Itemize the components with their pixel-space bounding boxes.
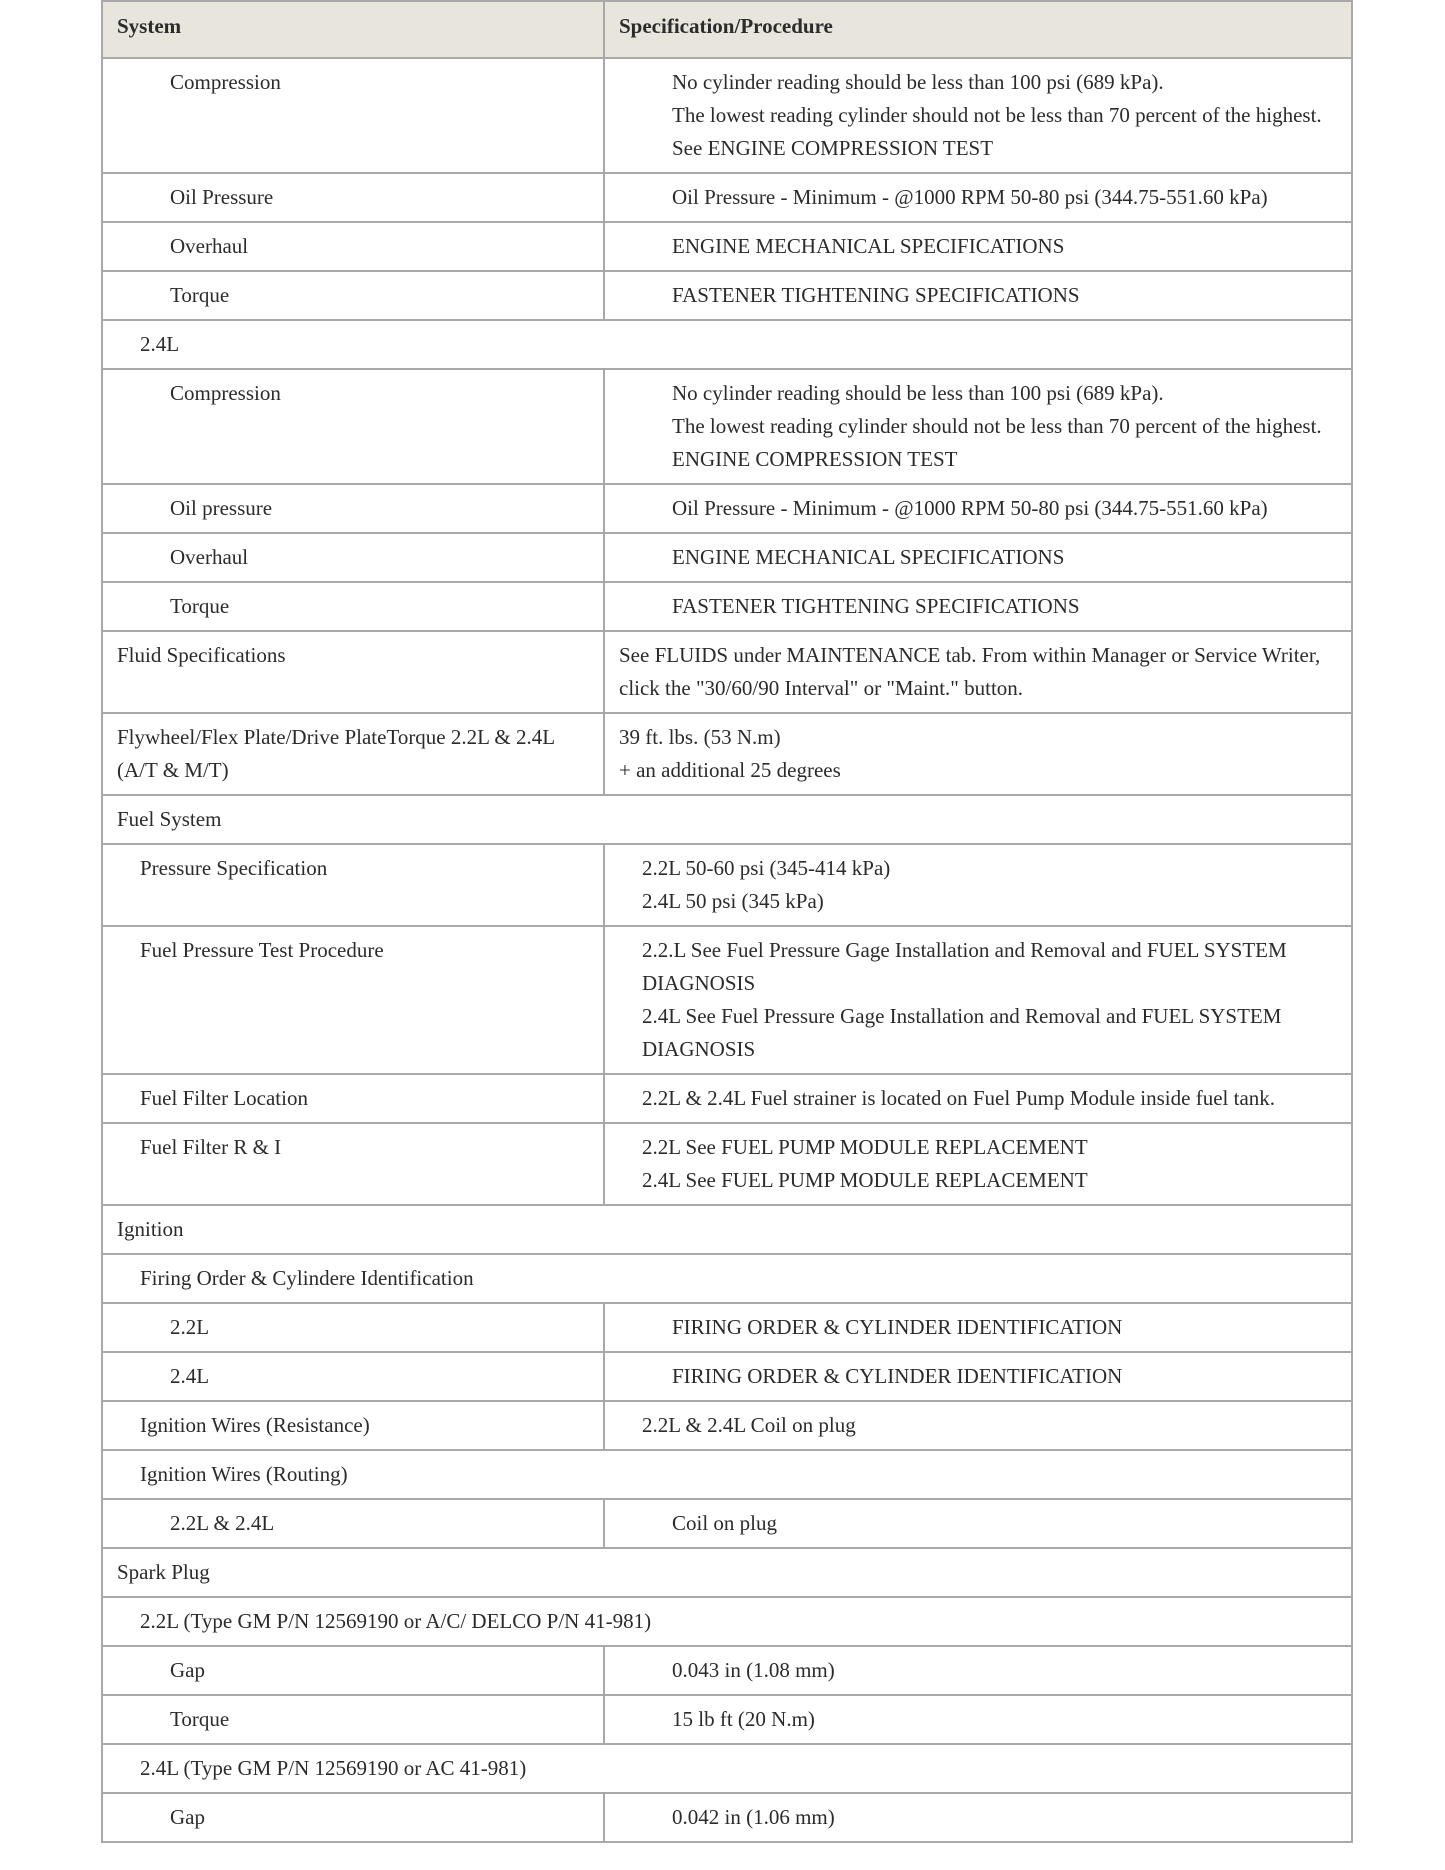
system-cell: Compression [102, 369, 604, 484]
specification-line: 2.2L & 2.4L Coil on plug [642, 1413, 856, 1437]
specification-cell [604, 844, 1352, 926]
specification-cell [604, 1074, 1352, 1123]
section-heading: Ignition Wires (Routing) [102, 1450, 1352, 1499]
specification-line: No cylinder reading should be less than 100 psi (689 kPa). [672, 381, 1164, 405]
table-row [102, 1499, 1352, 1548]
system-cell: Overhaul [102, 222, 604, 271]
specification-cell [604, 582, 1352, 631]
table-row [102, 369, 1352, 484]
specification-line: 2.2L See FUEL PUMP MODULE REPLACEMENT [642, 1135, 1088, 1159]
specification-line: + an additional 25 degrees [619, 758, 841, 782]
table-row [102, 1352, 1352, 1401]
section-row [102, 795, 1352, 844]
section-heading: 2.2L (Type GM P/N 12569190 or A/C/ DELCO P/N 41-981) [102, 1597, 1352, 1646]
system-cell: Fuel Pressure Test Procedure [102, 926, 604, 1074]
specification-line: FASTENER TIGHTENING SPECIFICATIONS [672, 283, 1080, 307]
table-row [102, 222, 1352, 271]
specification-cell [604, 1646, 1352, 1695]
specification-line: Oil Pressure - Minimum - @1000 RPM 50-80 psi (344.75-551.60 kPa) [672, 185, 1268, 209]
specification-cell [604, 369, 1352, 484]
system-cell: Torque [102, 582, 604, 631]
system-cell: 2.2L [102, 1303, 604, 1352]
system-cell: 2.4L [102, 1352, 604, 1401]
section-heading: 2.4L [102, 320, 1352, 369]
specification-line: 2.2L & 2.4L Fuel strainer is located on Fuel Pump Module inside fuel tank. [642, 1086, 1276, 1110]
specification-cell [604, 533, 1352, 582]
section-heading: Firing Order & Cylindere Identification [102, 1254, 1352, 1303]
specification-line: 2.4L 50 psi (345 kPa) [642, 889, 824, 913]
specification-line: 39 ft. lbs. (53 N.m) [619, 725, 781, 749]
system-cell: Pressure Specification [102, 844, 604, 926]
system-cell: Ignition Wires (Resistance) [102, 1401, 604, 1450]
specification-cell [604, 1303, 1352, 1352]
specification-line: 0.042 in (1.06 mm) [672, 1805, 835, 1829]
table-body [102, 58, 1352, 1842]
specification-line: ENGINE MECHANICAL SPECIFICATIONS [672, 545, 1065, 569]
system-cell: Gap [102, 1793, 604, 1842]
specification-cell [604, 222, 1352, 271]
table-row [102, 1123, 1352, 1205]
specification-cell [604, 1352, 1352, 1401]
section-row [102, 1597, 1352, 1646]
table-row [102, 631, 1352, 713]
specification-cell [604, 926, 1352, 1074]
section-row [102, 1254, 1352, 1303]
column-header-system: System [102, 1, 604, 58]
specification-cell [604, 1695, 1352, 1744]
table-row [102, 713, 1352, 795]
system-cell: Flywheel/Flex Plate/Drive PlateTorque 2.2L & 2.4L (A/T & M/T) [102, 713, 604, 795]
specification-cell [604, 58, 1352, 173]
column-header-specification: Specification/Procedure [604, 1, 1352, 58]
system-cell: Torque [102, 1695, 604, 1744]
specification-cell [604, 713, 1352, 795]
section-row [102, 320, 1352, 369]
specification-cell [604, 484, 1352, 533]
table-row [102, 484, 1352, 533]
system-cell: 2.2L & 2.4L [102, 1499, 604, 1548]
system-cell: Oil Pressure [102, 173, 604, 222]
specification-line: 0.043 in (1.08 mm) [672, 1658, 835, 1682]
table-row [102, 271, 1352, 320]
table-row [102, 173, 1352, 222]
specification-line: The lowest reading cylinder should not be less than 70 percent of the highest. [672, 414, 1322, 438]
specification-cell [604, 631, 1352, 713]
specification-line: 2.2L 50-60 psi (345-414 kPa) [642, 856, 891, 880]
table-row [102, 1793, 1352, 1842]
specification-line: See FLUIDS under MAINTENANCE tab. From within Manager or Service Writer, click the "30/60/90 Interval" or "Maint." button. [619, 643, 1321, 700]
specification-line: FIRING ORDER & CYLINDER IDENTIFICATION [672, 1315, 1123, 1339]
system-cell: Oil pressure [102, 484, 604, 533]
specification-line: Coil on plug [672, 1511, 778, 1535]
specification-cell [604, 173, 1352, 222]
table-row [102, 1401, 1352, 1450]
section-heading: Fuel System [102, 795, 1352, 844]
specification-line: 2.4L See FUEL PUMP MODULE REPLACEMENT [642, 1168, 1088, 1192]
section-row [102, 1744, 1352, 1793]
specification-line: ENGINE MECHANICAL SPECIFICATIONS [672, 234, 1065, 258]
system-cell: Compression [102, 58, 604, 173]
specification-line: FIRING ORDER & CYLINDER IDENTIFICATION [672, 1364, 1123, 1388]
system-cell: Torque [102, 271, 604, 320]
specification-cell [604, 1793, 1352, 1842]
table-row [102, 1695, 1352, 1744]
specification-cell [604, 1123, 1352, 1205]
specification-line: ENGINE COMPRESSION TEST [672, 447, 958, 471]
section-row [102, 1205, 1352, 1254]
table-row [102, 1303, 1352, 1352]
specification-line: 15 lb ft (20 N.m) [672, 1707, 815, 1731]
specification-cell [604, 1401, 1352, 1450]
specification-line: 2.2.L See Fuel Pressure Gage Installation and Removal and FUEL SYSTEM DIAGNOSIS [642, 938, 1287, 995]
system-cell: Fluid Specifications [102, 631, 604, 713]
table-row [102, 1074, 1352, 1123]
section-heading: Ignition [102, 1205, 1352, 1254]
section-row [102, 1450, 1352, 1499]
table-row [102, 844, 1352, 926]
table-header-row [102, 1, 1352, 58]
section-heading: Spark Plug [102, 1548, 1352, 1597]
table-row [102, 582, 1352, 631]
specification-line: No cylinder reading should be less than 100 psi (689 kPa). [672, 70, 1164, 94]
specifications-table [101, 0, 1353, 1843]
system-cell: Fuel Filter Location [102, 1074, 604, 1123]
specification-line: The lowest reading cylinder should not be less than 70 percent of the highest. [672, 103, 1322, 127]
section-heading: 2.4L (Type GM P/N 12569190 or AC 41-981) [102, 1744, 1352, 1793]
system-cell: Fuel Filter R & I [102, 1123, 604, 1205]
specification-cell [604, 271, 1352, 320]
system-cell: Gap [102, 1646, 604, 1695]
table-row [102, 58, 1352, 173]
specification-cell [604, 1499, 1352, 1548]
table-row [102, 533, 1352, 582]
specification-line: See ENGINE COMPRESSION TEST [672, 136, 994, 160]
specification-line: Oil Pressure - Minimum - @1000 RPM 50-80 psi (344.75-551.60 kPa) [672, 496, 1268, 520]
section-row [102, 1548, 1352, 1597]
table-row [102, 926, 1352, 1074]
specification-line: 2.4L See Fuel Pressure Gage Installation and Removal and FUEL SYSTEM DIAGNOSIS [642, 1004, 1282, 1061]
table-row [102, 1646, 1352, 1695]
specification-line: FASTENER TIGHTENING SPECIFICATIONS [672, 594, 1080, 618]
system-cell: Overhaul [102, 533, 604, 582]
